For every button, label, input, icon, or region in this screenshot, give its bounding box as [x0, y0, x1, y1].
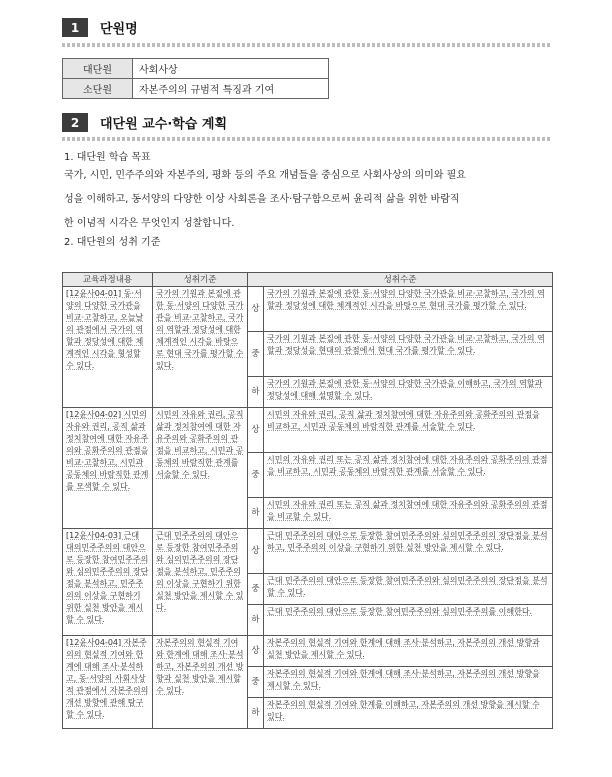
level-grade: 중 — [248, 453, 264, 498]
level-grade: 하 — [248, 377, 264, 408]
section-2-title: 대단원 교수·학습 계획 — [100, 117, 228, 132]
section-2-number: 2 — [62, 113, 88, 132]
unit-row — [63, 79, 329, 99]
table-row — [63, 408, 553, 453]
header-criteria: 성취기준 — [153, 273, 248, 287]
content-cell: [12윤사04-04] 자본주의의 현실적 기여와 한계에 대해 조사·분석하고, 동·서양의 사회사상적 관점에서 자본주의의 개선 방향에 관해 탐구할 수 있다. — [63, 636, 153, 729]
level-grade: 하 — [248, 698, 264, 729]
unit-label: 대단원 — [63, 59, 133, 79]
level-text: 국가의 기원과 본질에 관한 동·서양의 다양한 국가관을 비교·고찰하고, 국가의 역할과 정당성을 현대의 관점에서 현대 국가를 평가할 수 있다. — [264, 332, 553, 377]
level-grade: 하 — [248, 498, 264, 529]
criteria-cell: 시민의 자유와 권리, 공직 삶과 정치참여에 대한 자유주의와 공화주의의 관점을 비교하고, 시민과 공동체의 바람직한 관계를 서술할 수 있다. — [153, 408, 248, 529]
section-1-divider — [62, 43, 550, 47]
goals-line: 국가, 시민, 민주주의와 자본주의, 평화 등의 주요 개념들을 중심으로 사회사상의 의미와 필요 — [64, 170, 466, 181]
criteria-cell: 근대 민주주의의 대안으로 등장한 참여민주주의와 심의민주주의의 장단점을 분석하고, 민주주의의 이상을 구현하기 위한 실천 방안을 제시할 수 있다. — [153, 529, 248, 636]
level-grade: 중 — [248, 332, 264, 377]
standards-table — [62, 272, 553, 729]
unit-label: 소단원 — [63, 79, 133, 99]
section-2-divider — [62, 137, 550, 141]
unit-value: 자본주의의 규범적 특징과 기여 — [133, 79, 329, 99]
level-text: 시민의 자유와 권리 또는 공직 삶과 정치참여에 대한 자유주의와 공화주의의 관점을 비교하고, 시민과 공동체의 바람직한 관계를 서술할 수 있다. — [264, 453, 553, 498]
level-text: 시민의 자유와 권리, 공직 삶과 정치참여에 대한 자유주의와 공화주의의 관점을 비교하고, 시민과 공동체의 바람직한 관계를 서술할 수 있다. — [264, 408, 553, 453]
level-text: 근대 민주주의의 대안으로 등장한 참여민주주의와 심의민주주의를 이해한다. — [264, 605, 553, 636]
level-grade: 하 — [248, 605, 264, 636]
level-grade: 중 — [248, 667, 264, 698]
unit-value: 사회사상 — [133, 59, 329, 79]
table-row — [63, 287, 553, 332]
table-row — [63, 636, 553, 667]
level-text: 자본주의의 현실적 기여와 한계에 대해 조사·분석하고, 자본주의의 개선 방향을 제시할 수 있다. — [264, 667, 553, 698]
standards-header-row — [63, 273, 553, 287]
level-grade: 상 — [248, 408, 264, 453]
level-grade: 상 — [248, 636, 264, 667]
goals-line: 한 이념적 시각은 무엇인지 성찰합니다. — [64, 218, 235, 229]
standards-heading: 2. 대단원의 성취 기준 — [64, 237, 161, 248]
criteria-cell: 자본주의의 현실적 기여와 한계에 대해 조사·분석하고, 자본주의의 개선 방향과 실천 방안을 제시할 수 있다. — [153, 636, 248, 729]
table-row — [63, 529, 553, 574]
level-grade: 상 — [248, 529, 264, 574]
level-grade: 중 — [248, 574, 264, 605]
header-levels: 성취수준 — [248, 273, 553, 287]
content-cell: [12윤사04-03] 근대 대의민주주의의 대안으로 등장한 참여민주주의와 심의민주주의의 장단점을 분석하고, 민주주의의 이상을 구현하기 위한 실천 방안을 제시할 수 있다. — [63, 529, 153, 636]
section-1-header — [62, 18, 138, 37]
section-1-title: 단원명 — [100, 22, 138, 37]
level-text: 근대 민주주의의 대안으로 등장한 참여민주주의와 심의민주주의의 장단점을 분석할 수 있다. — [264, 574, 553, 605]
level-text: 자본주의의 현실적 기여와 한계를 이해하고, 자본주의의 개선 방향을 제시할 수 있다. — [264, 698, 553, 729]
unit-row — [63, 59, 329, 79]
unit-table — [62, 58, 329, 99]
content-cell: [12윤사04-01] 동·서양의 다양한 국가관을 비교·고찰하고, 오늘날의 관점에서 국가의 역할과 정당성에 대한 체계적인 시각을 형성할 수 있다. — [63, 287, 153, 408]
goals-text — [64, 164, 554, 236]
level-text: 자본주의의 현실적 기여와 한계에 대해 조사·분석하고, 자본주의의 개선 방향과 실천 방안을 제시할 수 있다. — [264, 636, 553, 667]
level-text: 근대 민주주의의 대안으로 등장한 참여민주주의와 심의민주주의의 장단점을 분석하고, 민주주의의 이상을 구현하기 위한 실천 방안을 제시할 수 있다. — [264, 529, 553, 574]
level-text: 국가의 기원과 본질에 관한 동·서양의 다양한 국가관을 이해하고, 국가의 역할과 정당성에 대해 설명할 수 있다. — [264, 377, 553, 408]
level-text: 국가의 기원과 본질에 관한 동·서양의 다양한 국가관을 비교·고찰하고, 국가의 역할과 정당성에 대한 체계적인 시각을 바탕으로 현대 국가를 평가할 수 있다. — [264, 287, 553, 332]
goals-heading: 1. 대단원 학습 목표 — [64, 152, 151, 163]
header-content: 교육과정내용 — [63, 273, 153, 287]
level-text: 시민의 자유와 권리 또는 공직 삶과 정치참여에 대한 자유주의와 공화주의의 관점을 비교할 수 있다. — [264, 498, 553, 529]
section-2-header — [62, 113, 227, 132]
criteria-cell: 국가의 기원과 본질에 관한 동·서양의 다양한 국가관을 비교·고찰하고, 국가의 역할과 정당성에 대한 체계적인 시각을 바탕으로 현대 국가를 평가할 수 있다. — [153, 287, 248, 408]
level-grade: 상 — [248, 287, 264, 332]
goals-line: 성을 이해하고, 동서양의 다양한 이상 사회론을 조사·탐구함으로써 윤리적 삶을 위한 바람직 — [64, 194, 460, 205]
content-cell: [12윤사04-02] 시민의 자유와 권리, 공직 삶과 정치참여에 대한 자유주의와 공화주의의 관점을 비교·고찰하고, 시민과 공동체의 바람직한 관계를 모색할 수 있다. — [63, 408, 153, 529]
section-1-number: 1 — [62, 18, 88, 37]
